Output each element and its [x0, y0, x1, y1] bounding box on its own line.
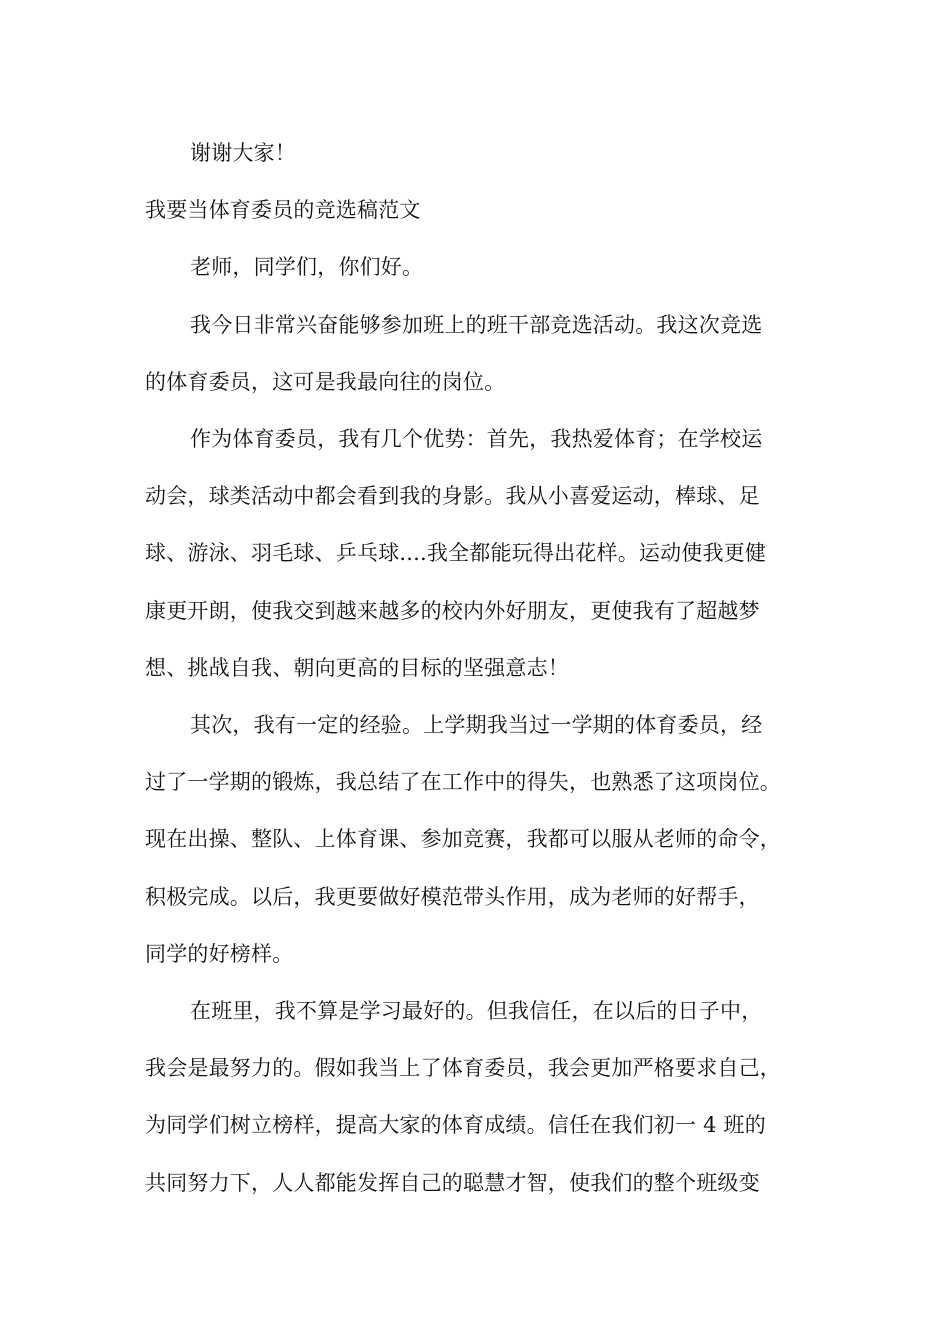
paragraph-line: 想、挑战自我、朝向更高的目标的坚强意志！	[145, 656, 569, 680]
paragraph-line: 其次，我有一定的经验。上学期我当过一学期的体育委员，经	[190, 713, 763, 737]
paragraph-line: 现在出操、整队、上体育课、参加竞赛，我都可以服从老师的命令，	[145, 827, 781, 851]
paragraph-line: 康更开朗，使我交到越来越多的校内外好朋友，更使我有了超越梦	[145, 599, 760, 623]
paragraph-line: 共同努力下，人人都能发挥自己的聪慧才智，使我们的整个班级变	[145, 1171, 760, 1195]
paragraph-line: 为同学们树立榜样，提高大家的体育成绩。信任在我们初一 4 班的	[145, 1113, 766, 1137]
paragraph-line: 在班里，我不算是学习最好的。但我信任，在以后的日子中，	[190, 999, 763, 1023]
paragraph-line: 我会是最努力的。假如我当上了体育委员，我会更加严格要求自己，	[145, 1056, 781, 1080]
paragraph-line: 球、游泳、羽毛球、乒乓球....我全都能玩得出花样。运动使我更健	[145, 541, 767, 565]
paragraph-line: 动会，球类活动中都会看到我的身影。我从小喜爱运动，棒球、足	[145, 484, 760, 508]
paragraph-line: 的体育委员，这可是我最向往的岗位。	[145, 370, 506, 394]
closing-line: 谢谢大家！	[190, 141, 296, 165]
paragraph-line: 同学的好榜样。	[145, 942, 294, 966]
paragraph-line: 积极完成。以后，我更要做好模范带头作用，成为老师的好帮手，	[145, 885, 760, 909]
paragraph-line: 作为体育委员，我有几个优势：首先，我热爱体育；在学校运	[190, 427, 763, 451]
document-title: 我要当体育委员的竞选稿范文	[145, 198, 421, 222]
paragraph-line: 我今日非常兴奋能够参加班上的班干部竞选活动。我这次竞选	[190, 313, 763, 337]
paragraph-line: 过了一学期的锻炼，我总结了在工作中的得失，也熟悉了这项岗位。	[145, 770, 781, 794]
greeting-line: 老师，同学们，你们好。	[190, 255, 424, 279]
